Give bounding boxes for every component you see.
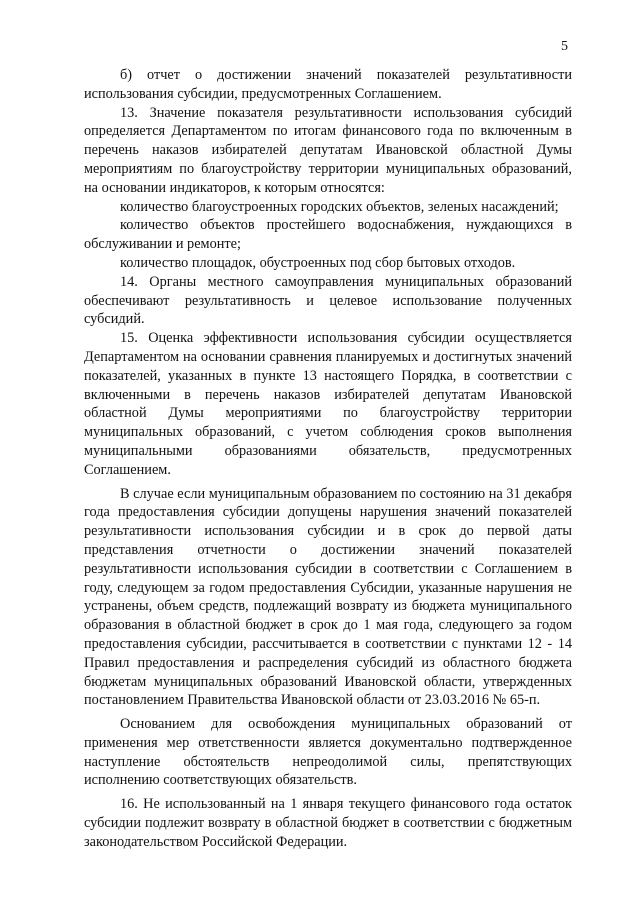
indicator-item-greenery: количество благоустроенных городских объектов, зеленых насаждений; <box>120 198 559 215</box>
paragraph-15: 15. Оценка эффективности использования субсидии осуществляется Департаментом на основании сравнения планируемых и достигнутых значений показателей, указанных в пункте 13 настоящего Порядка, в соответствии с включенными в перечень наказов избирателей депутатам Ивановской областной Думы мероприятиями по благоустройству территории муниципальных образований, с учетом соблюдения сроков выполнения муниципальными образованиями обязательств, предусмотренных Соглашением. <box>84 330 572 478</box>
document-body <box>84 66 572 852</box>
paragraph-13: 13. Значение показателя результативности использования субсидий определяется Департаментом по итогам финансового года по включенным в перечень наказов избирателей депутатам Ивановской областной Думы мероприятиям по благоустройству территории муниципальных образований, на основании индикаторов, к которым относятся: <box>84 104 572 196</box>
paragraph-14: 14. Органы местного самоуправления муниципальных образований обеспечивают результативность и целевое использование полученных субсидий. <box>84 273 572 328</box>
paragraph-15-violations: В случае если муниципальным образованием по состоянию на 31 декабря года предоставления субсидии допущены нарушения значений показателей результативности использования субсидии и в срок до первой даты представления отчетности о достижении значений показателей результативности использования субсидии в соответствии с Соглашением в году, следующем за годом предоставления Субсидии, указанные нарушения не устранены, объем средств, подлежащий возврату из бюджета муниципального образования в областной бюджет в срок до 1 мая года, следующего за годом предоставления субсидии, рассчитывается в соответствии с пунктами 12 - 14 Правил предоставления и распределения субсидий из областного бюджета бюджетам муниципальных образований Ивановской области, утвержденных постановлением Правительства Ивановской области от 23.03.2016 № 65-п. <box>84 485 572 709</box>
page-number: 5 <box>561 39 568 54</box>
indicator-item-waste-sites: количество площадок, обустроенных под сбор бытовых отходов. <box>120 254 516 271</box>
paragraph-12b: б) отчет о достижении значений показателей результативности использования субсидии, предусмотренных Соглашением. <box>84 67 572 102</box>
paragraph-15-exemption: Основанием для освобождения муниципальных образований от применения мер ответственности является документально подтвержденное наступление обстоятельств непреодолимой силы, препятствующих исполнению соответствующих обязательств. <box>84 716 572 789</box>
paragraph-16: 16. Не использованный на 1 января текущего финансового года остаток субсидии подлежит возврату в областной бюджет в соответствии с бюджетным законодательством Российской Федерации. <box>84 796 572 850</box>
indicator-item-water-supply: количество объектов простейшего водоснабжения, нуждающихся в обслуживании и ремонте; <box>84 217 572 253</box>
